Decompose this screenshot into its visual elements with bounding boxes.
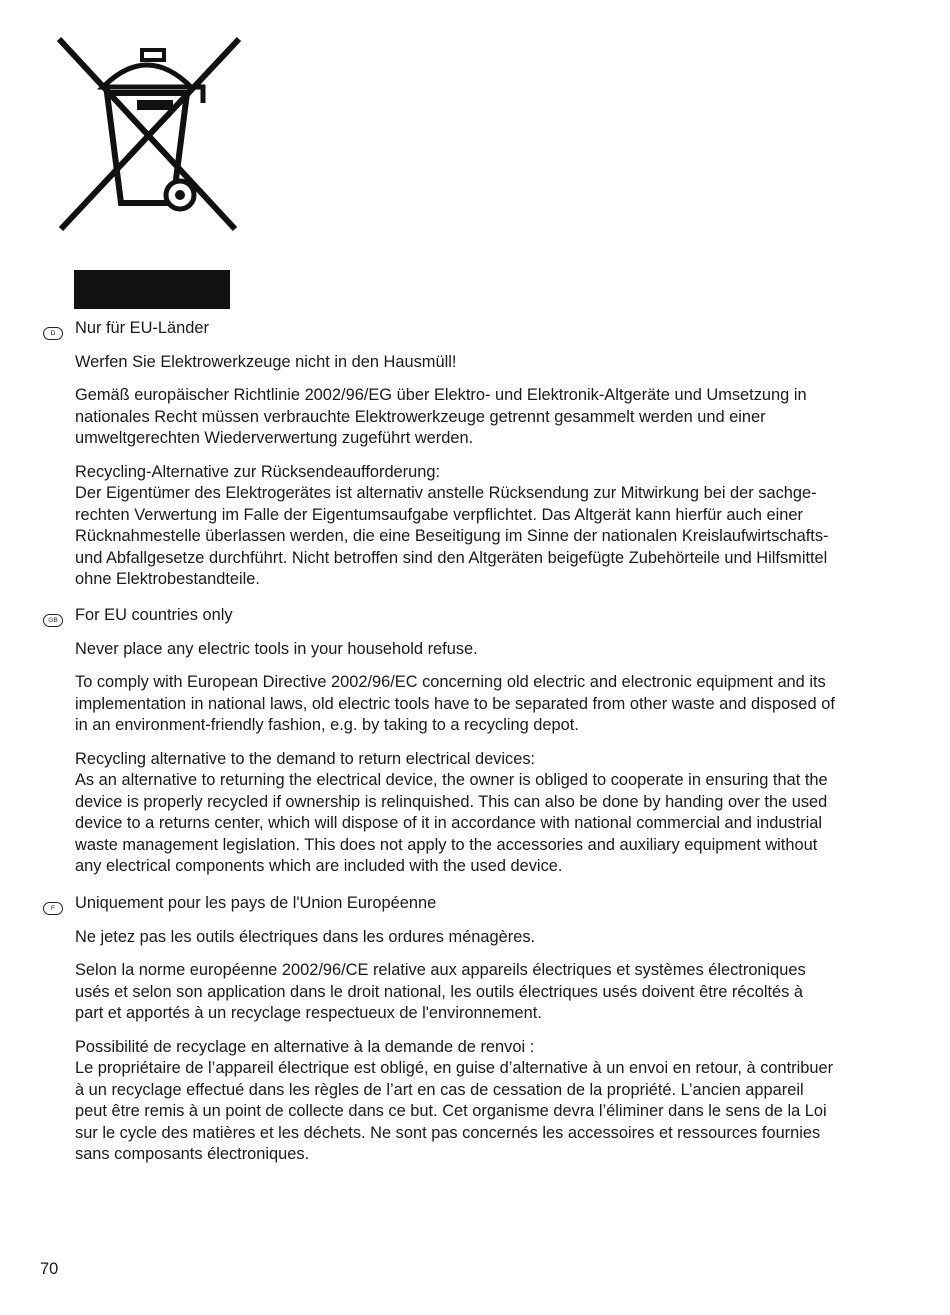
- section-fr-paragraph-3: Possibilité de recyclage en alternative à la demande de renvoi : Le propriétaire de l’appareil électrique est obligé, en guise d’alternative à un envoi en retour, à contribuer à un recyclage effectué dans les règles de l’art en cas de cessation de la propriété. L’ancien appareil peut être remis à un point de collecte dans ce but. Cet organisme devra l’éliminer dans le sens de la Loi sur le cycle des matières et les déchets. Ne sont pas concernés les accessoires et ressources fournies sans composants électroniques.: [75, 1037, 834, 1163]
- crossed-out-wheelie-bin-icon: [55, 35, 243, 233]
- section-gb-title: For EU countries only: [75, 606, 233, 624]
- page-number: 70: [40, 1260, 59, 1278]
- section-fr-title: Uniquement pour les pays de l'Union Européenne: [75, 894, 437, 912]
- language-badge-de: D: [43, 327, 63, 340]
- section-fr-paragraph-2: Selon la norme européenne 2002/96/CE relative aux appareils électriques et systèmes électroniques usés et selon son application dans le droit national, les outils électriques usés doivent être récoltés à part et apportés à un recyclage respectueux de l'environnement.: [75, 961, 806, 1022]
- black-marking-bar: [74, 270, 230, 309]
- section-de-paragraph-1: Werfen Sie Elektrowerkzeuge nicht in den Hausmüll!: [75, 352, 457, 371]
- section-fr-body: [75, 893, 920, 1178]
- language-badge-gb: GB: [43, 614, 63, 627]
- section-gb-body: [75, 605, 920, 890]
- section-gb-paragraph-1: Never place any electric tools in your household refuse.: [75, 639, 478, 658]
- section-de-body: [75, 318, 920, 603]
- section-fr-paragraph-1: Ne jetez pas les outils électriques dans les ordures ménagères.: [75, 927, 536, 946]
- section-de-paragraph-2: Gemäß europäischer Richtlinie 2002/96/EG über Elektro- und Elektronik-Altgeräte und Umsetzung in nationales Recht müssen verbrauchte Elektrowerkzeuge getrennt gesammelt werden und einer umweltgerechten Wiederverwertung zugeführt werden.: [75, 386, 807, 447]
- section-gb-paragraph-3: Recycling alternative to the demand to return electrical devices: As an alternative to returning the electrical device, the owner is obliged to cooperate in ensuring that the device is properly recycled if ownership is relinquished. This can also be done by handing over the used device to a returns center, which will dispose of it in accordance with national commercial and industrial waste management legislation. This does not apply to the accessories and auxiliary equipment without any electrical components which are included with the used device.: [75, 749, 828, 875]
- section-de-title: Nur für EU-Länder: [75, 319, 209, 337]
- language-badge-fr: F: [43, 902, 63, 915]
- section-gb-paragraph-2: To comply with European Directive 2002/96/EC concerning old electric and electronic equipment and its implementation in national laws, old electric tools have to be separated from other waste and disposed of in an environment-friendly fashion, e.g. by taking to a recycling depot.: [75, 673, 835, 734]
- section-de-paragraph-3: Recycling-Alternative zur Rücksendeaufforderung: Der Eigentümer des Elektrogerätes ist alternativ anstelle Rücksendung zur Mitwirkung bei der sachge- rechten Verwertung im Falle der Eigentumsaufgabe verpflichtet. Das Altgerät kann hierfür auch einer Rücknahmestelle überlassen werden, die eine Beseitigung im Sinne der nationalen Kreislaufwirtschafts- und Abfallgesetze durchführt. Nicht betroffen sind den Altgeräten beigefügte Zubehörteile und Hilfsmittel ohne Elektrobestandteile.: [75, 462, 829, 588]
